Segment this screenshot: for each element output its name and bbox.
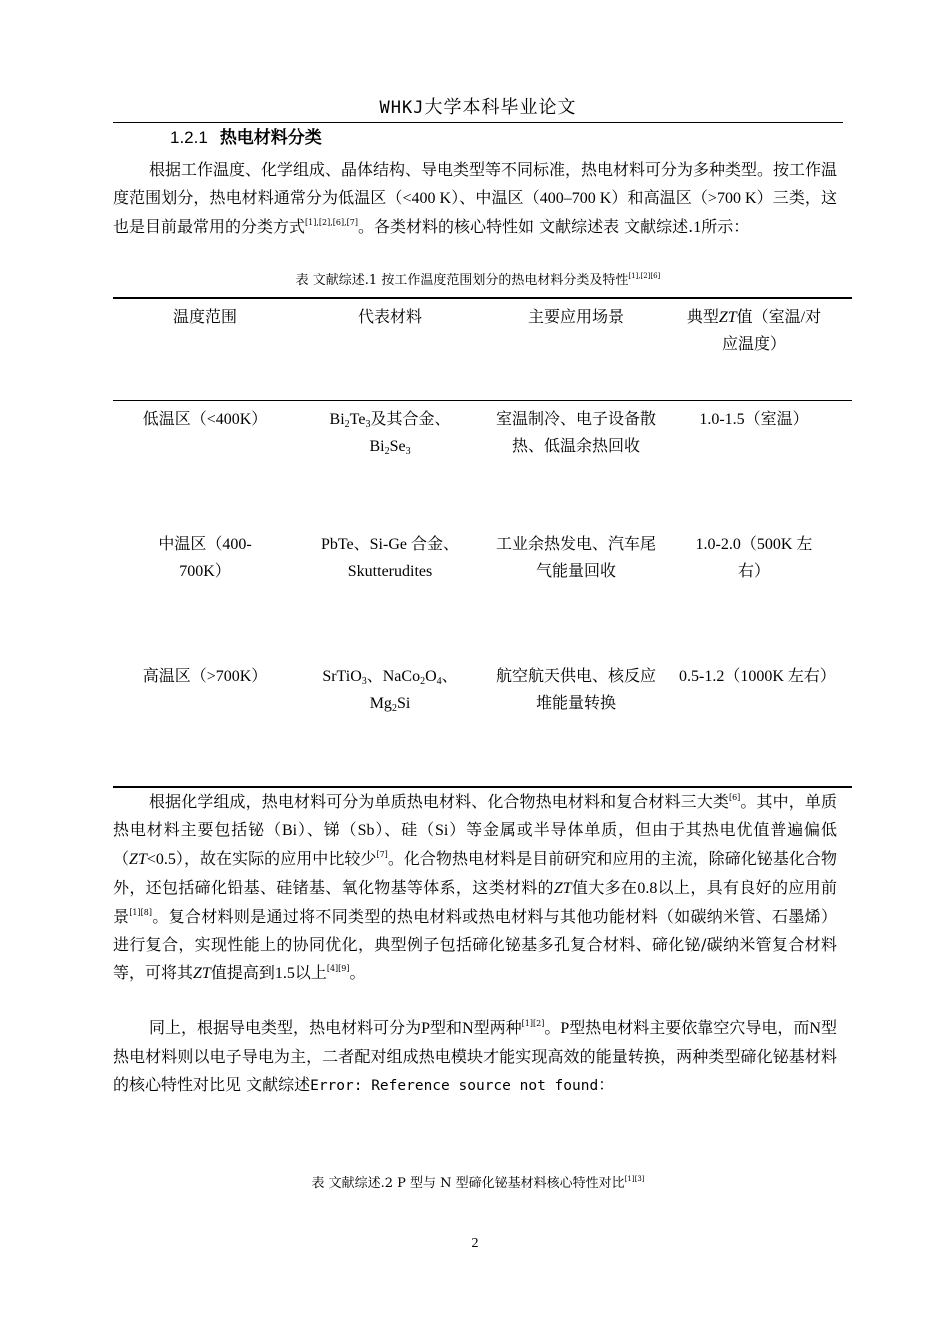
table2-caption (113, 1175, 843, 1193)
text-run: 2 (420, 676, 426, 687)
text-run: 值大多在 (571, 878, 638, 897)
table1-row2-application: 工业余热发电、汽车尾气能量回收 (495, 536, 656, 580)
text-run: Bi (369, 438, 385, 455)
table1-row1-application: 室温制冷、电子设备散热、低温余热回收 (495, 411, 656, 455)
citation-ref[interactable]: [4][9] (326, 964, 350, 973)
text-run: ZT (718, 309, 737, 326)
table1-row3-material (297, 663, 483, 717)
text-run: 1.5 (274, 965, 295, 982)
text-run: 型热电材料则以电子导电为主，二者配对组成热电模块才能实现高效的能量转换，两种类型碲化铋基材料的核心特性对比见 文献综述 (113, 1018, 837, 1094)
table1-header-material: 代表材料 (357, 309, 422, 326)
table1-row2-zt: 1.0-2.0（500K 左右） (695, 536, 813, 580)
text-run: >700 K (707, 190, 757, 207)
text-run: 以上 (294, 963, 327, 982)
text-run: <0.5 (146, 851, 176, 868)
text-run: 2 (344, 419, 350, 430)
text-run: 及其合金、 (370, 411, 451, 428)
text-run: ）和高温区（ (611, 188, 708, 207)
header-prefix: WHKJ (379, 98, 425, 118)
text-run: 400–700 K (539, 190, 612, 207)
text-run: Bi (281, 822, 298, 839)
text-run: 。 (544, 1018, 561, 1037)
text-run: Si (434, 822, 449, 839)
text-run: P (421, 1020, 431, 1037)
text-run: 、NaCo (366, 668, 421, 685)
text-run: 、 (441, 668, 458, 685)
citation-ref[interactable]: [7] (376, 850, 388, 859)
text-run: Bi (329, 411, 345, 428)
section-number: 1.2.1 (170, 128, 208, 147)
text-run: ）三类，这也是目前最常用的分类方式 (113, 188, 837, 236)
caption-text: 表 文献综述.2 P 型与 N 型碲化铋基材料核心特性对比 (311, 1176, 625, 1191)
text-run: N (462, 1020, 474, 1037)
text-run: ZT (129, 851, 147, 868)
header-title: 大学本科毕业论文 (424, 97, 577, 118)
text-run: 4 (436, 676, 442, 687)
text-run: <400 K (402, 190, 452, 207)
text-run: 根据化学组成，热电材料可分为单质热电材料、化合物热电材料和复合材料三大类 (149, 792, 729, 811)
broken-crossref-error[interactable]: Error: Reference source not found (310, 1078, 599, 1094)
table1-row2-material: PbTe、Si-Ge 合金、Skutterudites (321, 536, 459, 580)
table1-header-range: 温度范围 (172, 309, 237, 326)
text-run: ： (598, 1075, 615, 1094)
citation-ref[interactable]: [1][2] (521, 1019, 545, 1028)
citation-ref[interactable]: [1],[2],[6],[7] (305, 218, 358, 227)
text-run: ）等金属或半导体单质，但由于其热电优值普遍偏低（ (113, 820, 837, 868)
text-run: 2 (384, 446, 390, 457)
text-run: Sb (357, 822, 375, 839)
citation-ref[interactable]: [1][8] (129, 908, 152, 917)
table-crossref[interactable]: 1 (693, 219, 702, 236)
text-run: N (809, 1020, 821, 1037)
text-run: 型两种 (473, 1018, 522, 1037)
running-header (113, 96, 843, 120)
text-run: 。其中，单质热电材料主要包括铋（ (113, 792, 837, 839)
table1-caption (113, 272, 843, 290)
text-run: 3 (365, 419, 371, 430)
table1-row3-range: 高温区（>700K） (142, 668, 268, 685)
text-run: Se (389, 438, 406, 455)
table1-row3-zt: 0.5-1.2（1000K 左右） (679, 668, 836, 685)
text-run: P (560, 1020, 570, 1037)
table1-row3-application: 航空航天供电、核反应堆能量转换 (495, 668, 656, 712)
paragraph-chemical-classification (113, 788, 837, 988)
table1-top-rule (113, 297, 852, 299)
text-run: 根据工作温度、化学组成、晶体结构、导电类型等不同标准，热电材料可分为多种类型。按工作温度范围划分，热电材料通常分为低温区（ (113, 160, 838, 207)
text-run: 同上，根据导电类型，热电材料可分为 (149, 1018, 422, 1037)
paragraph-temperature-classification (113, 156, 837, 242)
text-run: 0.8 (637, 880, 658, 897)
text-run: 。各类材料的核心特性如 文献综述表 文献综述. (357, 217, 694, 236)
citation-ref[interactable]: [1][3] (624, 1175, 645, 1183)
text-run: Te (349, 411, 366, 428)
citation-ref[interactable]: [1],[2][6] (628, 272, 661, 280)
page-number: 2 (471, 1236, 479, 1251)
text-run: 3 (405, 446, 411, 457)
text-run: 以上，具有良好的应用前景 (113, 878, 837, 926)
text-run: 3 (361, 676, 367, 687)
table1-row2-range: 中温区（400-700K） (158, 536, 252, 580)
text-run: 。 (349, 963, 366, 982)
citation-ref[interactable]: [6] (728, 793, 741, 802)
table1-header-application: 主要应用场景 (527, 309, 624, 326)
text-run: Mg (369, 695, 392, 712)
text-run: ZT (553, 880, 572, 897)
text-run: 型和 (430, 1018, 463, 1037)
table1-row1-material (302, 406, 478, 460)
text-run: 2 (391, 703, 397, 714)
section-heading (170, 126, 322, 150)
text-run: 值（室温/对应温度） (721, 309, 822, 353)
paragraph-conduction-classification (113, 1014, 837, 1100)
text-run: ），故在实际的应用中比较少 (175, 849, 377, 868)
text-run: O (425, 668, 437, 685)
section-title: 热电材料分类 (219, 128, 322, 148)
text-run: Si (396, 695, 411, 712)
text-run: 。化合物热电材料是目前研究和应用的主流，除碲化铋基化合物外，还包括碲化铅基、硅锗基、氧化物基等体系，这类材料的 (113, 849, 837, 897)
text-run: ）、硅（ (374, 820, 435, 839)
text-run: ）、中温区（ (451, 188, 540, 207)
text-run: ）、锑（ (297, 820, 358, 839)
text-run: 所示： (701, 217, 750, 236)
text-run: 典型 (686, 309, 719, 326)
text-run: 值提高到 (210, 963, 275, 982)
table1-row1-range: 低温区（<400K） (142, 411, 268, 428)
text-run: ZT (193, 965, 211, 982)
table1-header-zt (679, 304, 829, 358)
header-rule (113, 122, 843, 123)
caption-text: 表 文献综述.1 按工作温度范围划分的热电材料分类及特性 (295, 273, 629, 288)
text-run: SrTiO (322, 668, 362, 685)
text-run: 。复合材料则是通过将不同类型的热电材料或热电材料与其他功能材料（如碳纳米管、石墨烯）进行复合，实现性能上的协同优化，典型例子包括碲化铋基多孔复合材料、碲化铋/碳纳米管复合材料等，可将其 (113, 907, 837, 982)
table1-header-rule (113, 400, 852, 401)
table1-row1-zt: 1.0-1.5（室温） (699, 411, 809, 428)
text-run: 型热电材料主要依靠空穴导电，而 (569, 1018, 810, 1037)
